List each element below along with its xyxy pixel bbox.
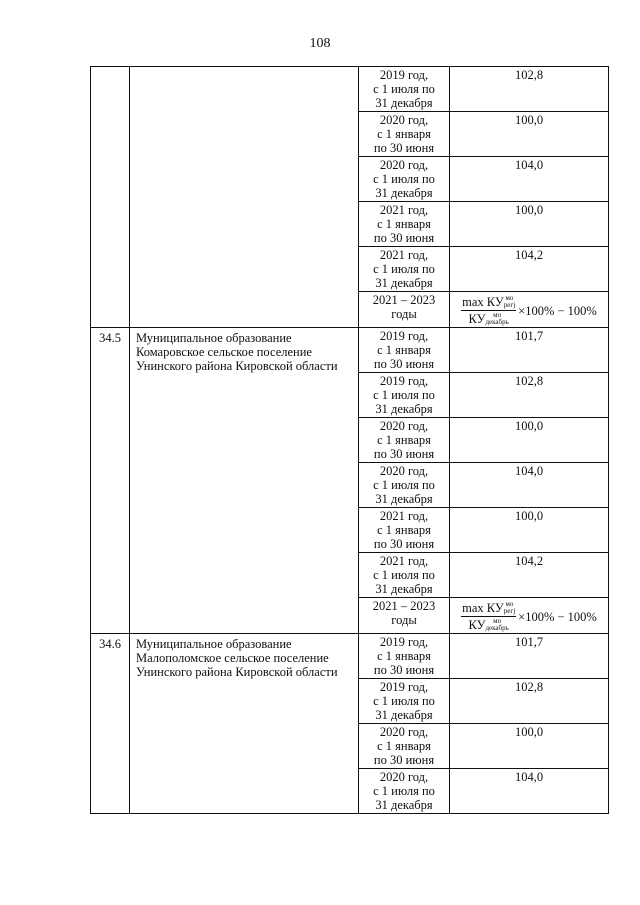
period-cell: 2020 год, с 1 января по 30 июня — [359, 112, 450, 157]
formula-denominator — [469, 311, 509, 326]
formula-tail: ×100% − 100% — [518, 303, 597, 318]
index-value-cell: 101,7 — [450, 634, 609, 679]
index-value-cell: 104,2 — [450, 247, 609, 292]
municipality-name: Муниципальное образование Малополомское сельское поселение Унинского района Кировской области — [130, 634, 359, 814]
period-cell: 2020 год, с 1 января по 30 июня — [359, 724, 450, 769]
formula-sup: мо — [505, 600, 514, 608]
formula-denominator-indices — [485, 618, 508, 632]
formula-ku: КУ — [468, 312, 486, 326]
formula-tail: ×100% − 100% — [518, 609, 597, 624]
index-value-cell: 102,8 — [450, 67, 609, 112]
index-value-cell: 104,0 — [450, 463, 609, 508]
index-value-cell: 101,7 — [450, 328, 609, 373]
tariff-index-table — [90, 66, 609, 814]
section-number: 34.5 — [91, 328, 130, 634]
formula-numerator-indices — [504, 295, 515, 309]
formula-max: max — [462, 601, 484, 615]
period-cell: 2019 год, с 1 июля по 31 декабря — [359, 67, 450, 112]
section-number — [91, 67, 130, 328]
formula-max: max — [462, 295, 484, 309]
period-cell: 2021 год, с 1 января по 30 июня — [359, 508, 450, 553]
index-value-cell: 104,0 — [450, 769, 609, 814]
municipality-name: Муниципальное образование Комаровское сельское поселение Унинского района Кировской области — [130, 328, 359, 634]
formula-numerator-indices — [504, 601, 515, 615]
formula-ku: КУ — [468, 618, 486, 632]
index-value-cell: 104,2 — [450, 553, 609, 598]
formula-cell — [450, 598, 609, 634]
formula-cell — [450, 292, 609, 328]
formula-sup: мо — [493, 311, 502, 319]
period-cell: 2021 – 2023 годы — [359, 292, 450, 328]
formula-fraction — [461, 295, 516, 326]
index-value-cell: 100,0 — [450, 418, 609, 463]
table-row — [91, 67, 609, 112]
period-cell: 2021 – 2023 годы — [359, 598, 450, 634]
index-formula — [461, 295, 597, 326]
period-cell: 2019 год, с 1 января по 30 июня — [359, 634, 450, 679]
table-row — [91, 328, 609, 373]
period-cell: 2020 год, с 1 июля по 31 декабря — [359, 769, 450, 814]
table-body — [91, 67, 609, 814]
index-value-cell: 102,8 — [450, 679, 609, 724]
page-number: 108 — [309, 36, 331, 51]
formula-ku: КУ — [486, 601, 504, 615]
period-cell: 2021 год, с 1 января по 30 июня — [359, 202, 450, 247]
period-cell: 2021 год, с 1 июля по 31 декабря — [359, 553, 450, 598]
formula-fraction — [461, 601, 516, 632]
formula-sub-top: регj — [503, 607, 516, 615]
formula-denominator — [469, 617, 509, 632]
index-value-cell: 100,0 — [450, 508, 609, 553]
section-number: 34.6 — [91, 634, 130, 814]
index-value-cell: 102,8 — [450, 373, 609, 418]
period-cell: 2021 год, с 1 июля по 31 декабря — [359, 247, 450, 292]
formula-sup: мо — [493, 617, 502, 625]
table-row — [91, 634, 609, 679]
formula-ku: КУ — [486, 295, 504, 309]
period-cell: 2020 год, с 1 июля по 31 декабря — [359, 463, 450, 508]
period-cell: 2020 год, с 1 июля по 31 декабря — [359, 157, 450, 202]
index-value-cell: 100,0 — [450, 202, 609, 247]
index-value-cell: 104,0 — [450, 157, 609, 202]
index-value-cell: 100,0 — [450, 112, 609, 157]
municipality-name — [130, 67, 359, 328]
formula-sup: мо — [505, 294, 514, 302]
formula-numerator — [461, 601, 516, 617]
formula-sub-top: регj — [503, 301, 516, 309]
formula-sub-bot: декабрь — [485, 624, 509, 632]
formula-sub-bot: декабрь — [485, 318, 509, 326]
period-cell: 2019 год, с 1 июля по 31 декабря — [359, 679, 450, 724]
index-value-cell: 100,0 — [450, 724, 609, 769]
period-cell: 2020 год, с 1 января по 30 июня — [359, 418, 450, 463]
period-cell: 2019 год, с 1 июля по 31 декабря — [359, 373, 450, 418]
formula-numerator — [461, 295, 516, 311]
index-formula — [461, 601, 597, 632]
period-cell: 2019 год, с 1 января по 30 июня — [359, 328, 450, 373]
formula-denominator-indices — [485, 312, 508, 326]
